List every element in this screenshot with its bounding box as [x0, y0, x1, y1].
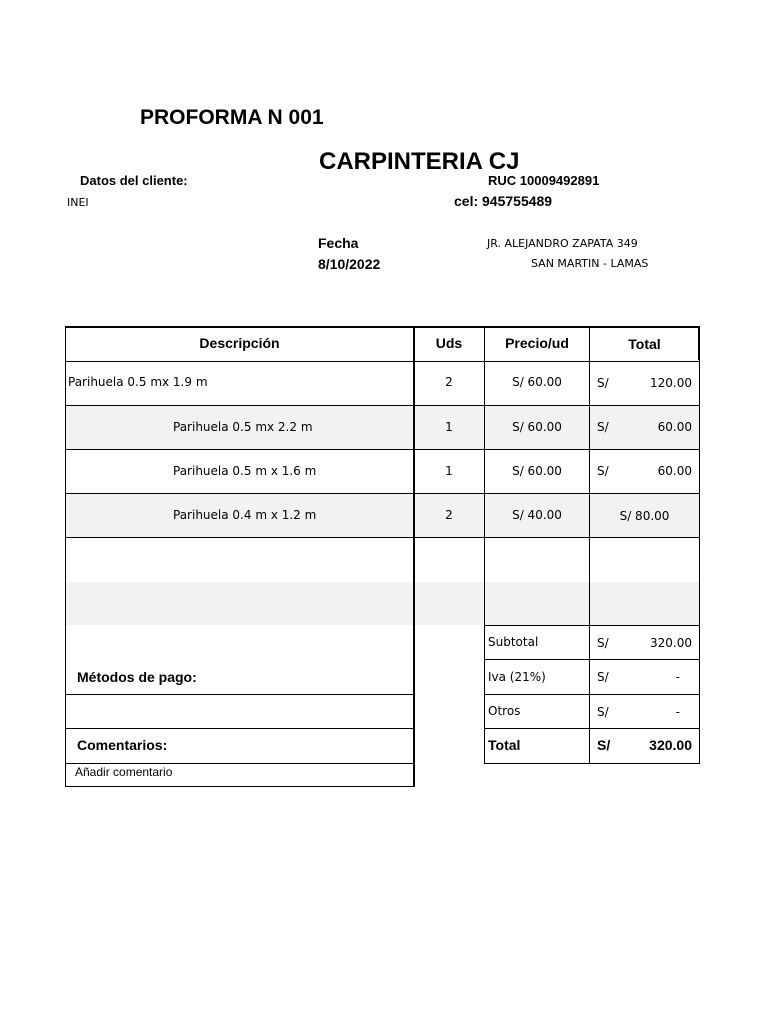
fecha-label: Fecha [318, 235, 359, 251]
ruc: RUC 10009492891 [488, 173, 600, 188]
column-header-uds: Uds [435, 335, 463, 351]
total-label: Total [488, 737, 521, 753]
grid-line [485, 728, 700, 729]
table-row-total-value: 60.00 [657, 420, 692, 434]
grid-line [66, 326, 700, 328]
client-label: Datos del cliente: [80, 173, 188, 188]
document-title: PROFORMA N 001 [140, 106, 324, 129]
table-row-total-currency: S/ [597, 464, 609, 478]
grid-line [66, 786, 413, 787]
grid-line [413, 326, 415, 787]
grid-line [65, 326, 66, 787]
table-row-precio: S/ 60.00 [512, 420, 562, 434]
table-row-precio: S/ 40.00 [512, 508, 562, 522]
comment-field[interactable]: Añadir comentario [75, 765, 173, 779]
subtotal-value: 320.00 [650, 636, 692, 650]
table-row-uds: 1 [445, 420, 453, 434]
table-row-description: Parihuela 0.5 mx 2.2 m [173, 420, 313, 434]
grid-line [66, 537, 700, 538]
metodos-de-pago-label: Métodos de pago: [77, 669, 197, 685]
table-row-total-currency: S/ [597, 376, 609, 390]
table-row-total-currency: S/ [597, 420, 609, 434]
table-row-total-value: 120.00 [650, 376, 692, 390]
otros-label: Otros [488, 704, 521, 718]
address-line-2: SAN MARTIN - LAMAS [531, 257, 649, 270]
grid-line [66, 405, 700, 406]
grid-line [66, 763, 413, 764]
grid-line [485, 659, 700, 660]
cel: cel: 945755489 [454, 193, 553, 209]
otros-value: - [675, 705, 680, 719]
iva-currency: S/ [597, 670, 609, 684]
grid-line [485, 763, 700, 764]
grid-line [66, 728, 413, 729]
table-row-description: Parihuela 0.5 m x 1.6 m [173, 464, 317, 478]
table-row-uds: 1 [445, 464, 453, 478]
column-header-precio: Precio/ud [505, 335, 569, 351]
grid-line [66, 493, 700, 494]
iva-label: Iva (21%) [488, 670, 546, 684]
grid-line [589, 326, 590, 764]
grid-line [484, 326, 485, 764]
fecha-value: 8/10/2022 [318, 256, 381, 272]
grid-line [699, 326, 700, 764]
table-row-precio: S/ 60.00 [512, 375, 562, 389]
client-name: INEI [67, 196, 89, 209]
iva-value: - [675, 670, 680, 684]
subtotal-label: Subtotal [488, 635, 539, 649]
metodos-de-pago-field[interactable] [67, 695, 412, 727]
table-row-total: S/ 80.00 [619, 509, 670, 523]
grid-line [485, 625, 700, 626]
comentarios-label: Comentarios: [77, 737, 168, 753]
grid-line [485, 694, 700, 695]
grid-line [66, 449, 700, 450]
table-row-description: Parihuela 0.4 m x 1.2 m [173, 508, 317, 522]
subtotal-currency: S/ [597, 636, 609, 650]
otros-currency: S/ [597, 705, 609, 719]
grid-line [66, 361, 700, 362]
table-row-total-value: 60.00 [657, 464, 692, 478]
total-value: 320.00 [649, 737, 692, 753]
table-row-uds: 2 [445, 508, 453, 522]
column-header-descripcion: Descripción [199, 335, 280, 351]
address-line-1: JR. ALEJANDRO ZAPATA 349 [487, 237, 638, 250]
column-header-total: Total [628, 336, 661, 352]
table-row-uds: 2 [445, 375, 453, 389]
table-row-precio: S/ 60.00 [512, 464, 562, 478]
table-row-description: Parihuela 0.5 mx 1.9 m [68, 375, 208, 389]
row-shade [66, 582, 699, 625]
company-name: CARPINTERIA CJ [319, 148, 520, 175]
total-currency: S/ [597, 737, 611, 753]
